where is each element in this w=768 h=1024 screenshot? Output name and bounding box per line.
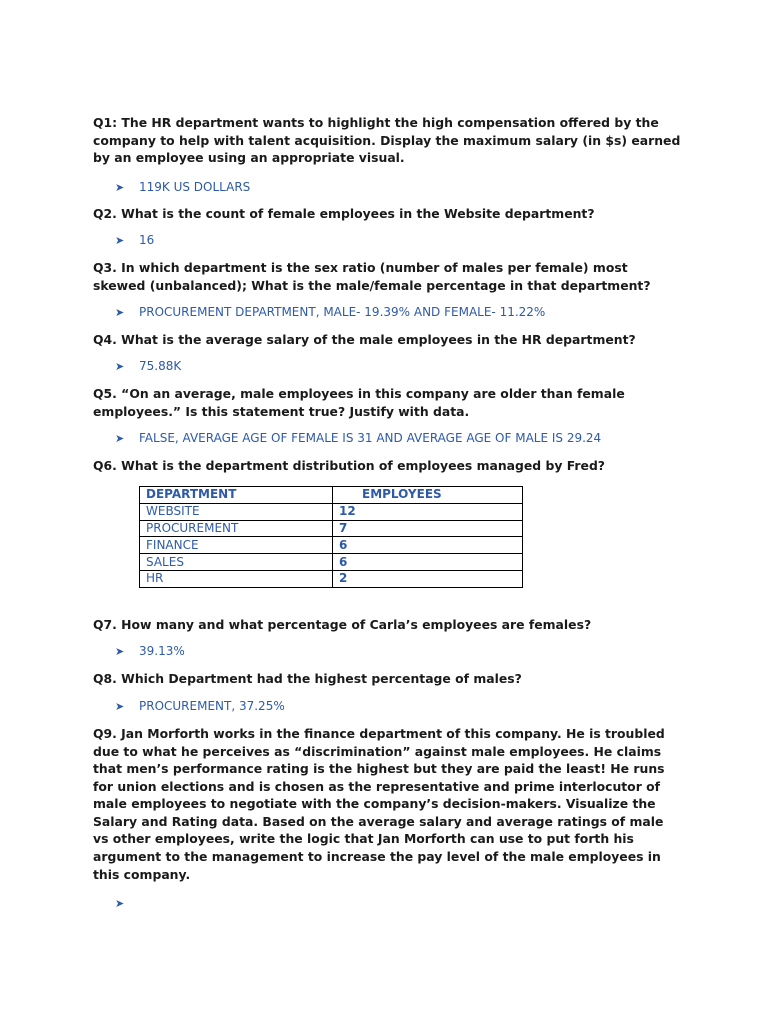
question-4: Q4. What is the average salary of the male employees in the HR department?: [93, 331, 636, 347]
answer-2-text: 16: [139, 233, 155, 248]
question-3: Q3. In which department is the sex ratio (number of males per female) most skewed (unbalanced); What is the male/female percentage in that department?: [93, 260, 651, 293]
answer-5-text: FALSE, AVERAGE AGE OF FEMALE IS 31 AND AVERAGE AGE OF MALE IS 29.24: [139, 431, 602, 446]
table-cell-employees: 2: [333, 570, 523, 587]
answer-3-text: PROCUREMENT DEPARTMENT, MALE- 19.39% AND FEMALE- 11.22%: [139, 304, 546, 319]
table-cell-employees: 7: [333, 520, 523, 537]
question-6: Q6. What is the department distribution of employees managed by Fred?: [93, 458, 605, 474]
arrow-bullet-icon: ➤: [115, 360, 125, 374]
answer-1: [93, 179, 683, 196]
answer-8: [93, 698, 683, 715]
table-row: [140, 537, 523, 554]
document-page: [93, 114, 683, 911]
table-cell-employees: 12: [333, 503, 523, 520]
answer-2: [93, 232, 683, 249]
table-header-department: DEPARTMENT: [140, 486, 333, 503]
arrow-bullet-icon: ➤: [115, 180, 125, 194]
answer-3: [93, 304, 683, 321]
answer-4-text: 75.88K: [139, 359, 182, 374]
table-row: [140, 503, 523, 520]
table-cell-department: PROCUREMENT: [140, 520, 333, 537]
question-5: Q5. “On an average, male employees in this company are older than female employees.” Is this statement true? Justify with data.: [93, 386, 625, 419]
arrow-bullet-icon: ➤: [115, 305, 125, 319]
table-header-row: [140, 486, 523, 503]
table-cell-department: HR: [140, 570, 333, 587]
table-cell-department: WEBSITE: [140, 503, 333, 520]
table-row: [140, 554, 523, 571]
question-7: Q7. How many and what percentage of Carla’s employees are females?: [93, 616, 592, 632]
table-cell-employees: 6: [333, 554, 523, 571]
arrow-bullet-icon: ➤: [115, 699, 125, 713]
arrow-bullet-icon: ➤: [115, 234, 125, 248]
question-9: Q9. Jan Morforth works in the finance department of this company. He is troubled due to what he perceives as “discrimination” against male employees. He claims that men’s performance rating is the highest but they are paid the least! He runs for union elections and is chosen as the representative and prime interlocutor of male employees to negotiate with the company’s decision-makers. Visualize the Salary and Rating data. Based on the average salary and average ratings of male vs other employees, write the logic that Jan Morforth can use to put forth his argument to the management to increase the pay level of the male employees in this company.: [93, 725, 665, 882]
question-2: Q2. What is the count of female employees in the Website department?: [93, 205, 595, 221]
table-header-employees: EMPLOYEES: [333, 486, 523, 503]
table-cell-department: SALES: [140, 554, 333, 571]
department-table: [139, 486, 523, 588]
arrow-bullet-icon: ➤: [115, 432, 125, 446]
answer-5: [93, 430, 683, 447]
answer-8-text: PROCUREMENT, 37.25%: [139, 698, 285, 713]
answer-7-text: 39.13%: [139, 644, 185, 659]
table-cell-department: FINANCE: [140, 537, 333, 554]
answer-4: [93, 358, 683, 375]
arrow-bullet-icon: ➤: [115, 645, 125, 659]
question-1: Q1: The HR department wants to highlight the high compensation offered by the company to help with talent acquisition. Display the maximum salary (in $s) earned by an employee using an appropriate visual.: [93, 115, 681, 166]
answer-1-text: 119K US DOLLARS: [139, 179, 251, 194]
question-8: Q8. Which Department had the highest percentage of males?: [93, 671, 522, 687]
table-row: [140, 570, 523, 587]
answer-7: [93, 643, 683, 660]
arrow-bullet-icon: ➤: [115, 897, 125, 911]
table-cell-employees: 6: [333, 537, 523, 554]
table-row: [140, 520, 523, 537]
